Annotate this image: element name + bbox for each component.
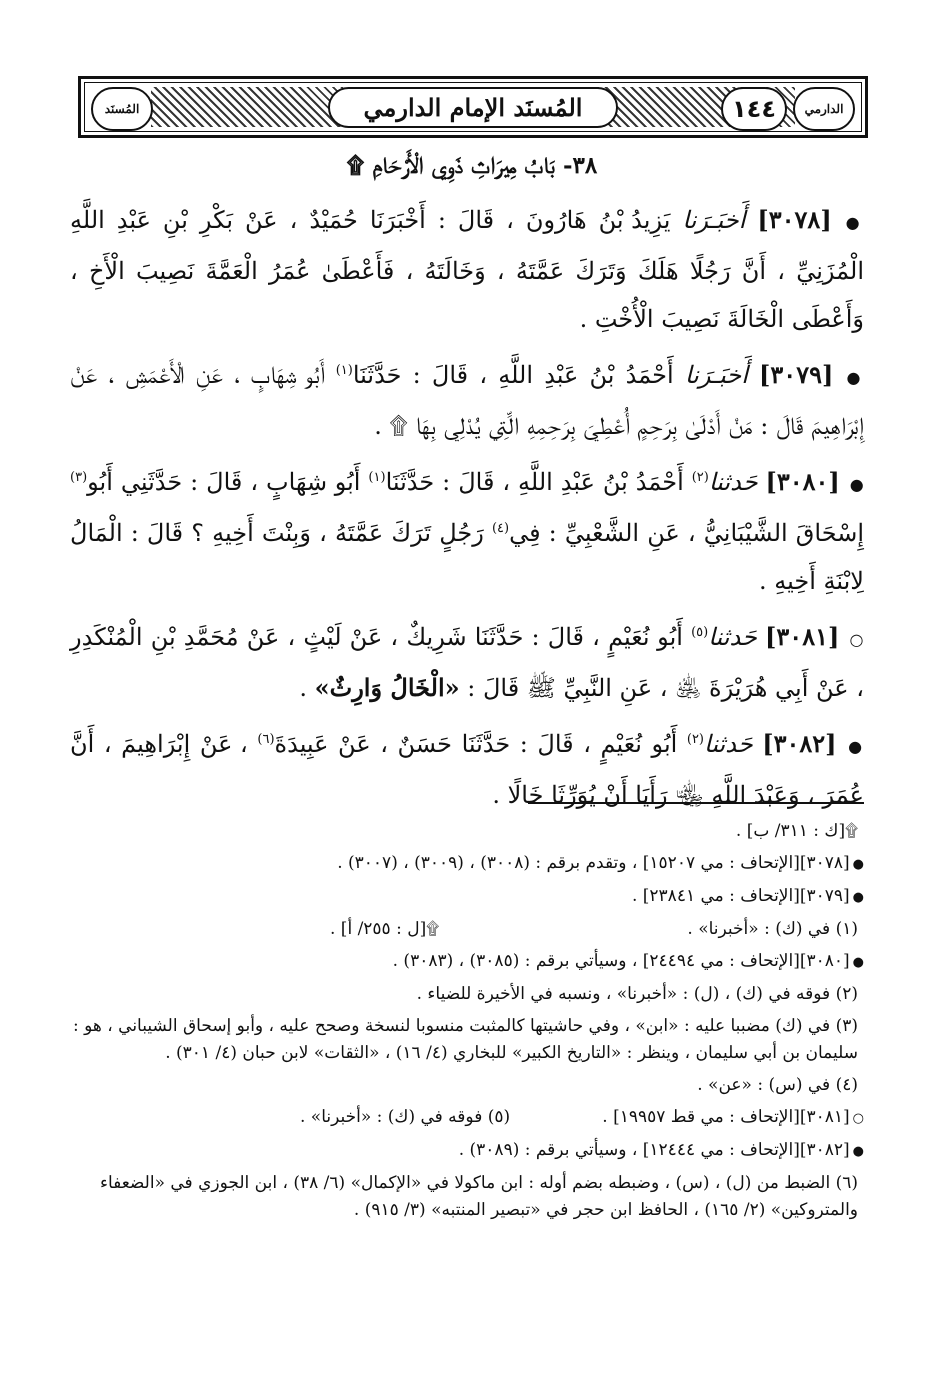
entry-bullet: ●	[848, 737, 864, 756]
sanad-word: أَخبَـرَنا	[684, 361, 748, 389]
note-bullet: ●	[852, 1144, 864, 1159]
hadith-text: أَبُو شِهَابٍ ، عَنِ الْأَعْمَشِ ، عَنْ إِبْرَاهِيمَ قَالَ : مَنْ أَدْلَىٰ بِرَحِمٍ أُعْطِيَ بِرَحِمِهِ الَّتِي يُدْلِي بِهَا ۩ .	[70, 361, 864, 440]
footnote-ref[interactable]: (٢)	[691, 470, 709, 485]
footnote-text: ۩[ل : ٢٥٥/ أ] .	[330, 919, 440, 939]
footnote: (٦) الضبط من (ل) ، (س) ، وضبطه بضم أوله : ابن ماكولا في «الإكمال» (٦/ ٣٨) ، ابن الجوزي في «الضعفاء والمتروكين» (٢/ ١٦٥) ، الحافظ ابن حجر في «تبصير المنتبه» (٣/ ٩١٥) .	[99, 1173, 858, 1220]
footnote: (٣) في (ك) مضببا عليه : «ابن» ، وفي حاشيتها كالمثبت منسوبا لنسخة وصحح عليه ، وأبو إسحاق الشيباني ، هو : سليمان بن أبي سليمان ، وينظر : «التاريخ الكبير» للبخاري (٤/ ١٦) ، «الثقات» لابن حبان (٤/ ٣٠١) .	[72, 1016, 858, 1063]
hadith-text: أَحْمَدُ بْنُ عَبْدِ اللَّهِ ، قَالَ : حَدَّثَنَا	[385, 468, 684, 496]
footnote: (٢) فوقه في (ك) ، (ل) : «أخبرنا» ، ونسبه في الأخيرة للضياء .	[416, 984, 858, 1004]
footnote-ref[interactable]: (١)	[335, 363, 353, 378]
footnote-row	[70, 916, 864, 943]
hadith-entry	[70, 196, 864, 343]
hadith-number: [٣٠٨٢]	[762, 729, 837, 758]
footnote-text: (١) في (ك) : «أخبرنا» .	[687, 919, 858, 939]
hadith-text: يَزِيدُ بْنُ هَارُونَ ، قَالَ : أَخْبَرَنَا حُمَيْدٌ ، عَنْ بَكْرِ بْنِ عَبْدِ اللَّهِ الْمُزَنِيِّ ، أَنَّ رَجُلًا هَلَكَ وَتَرَكَ عَمَّتَهُ ، وَخَالَتَهُ ، فَأَعْطَىٰ عُمَرُ الْعَمَّةَ نَصِيبَ الْأَخِ ، وَأَعْطَى الْخَالَةَ نَصِيبَ الْأُخْتِ .	[70, 206, 864, 333]
entry-bullet: ●	[846, 368, 865, 387]
footnotes	[70, 818, 864, 1229]
running-title: المُسنَد الإمام الدارمي	[328, 87, 619, 128]
note-bullet: ●	[852, 890, 864, 905]
hadith-text: ، عَنْ إِبْرَاهِيمَ ، أَنَّ عُمَرَ ، وَعَبْدَ اللَّهِ ﵄ رَأَيَا أَنْ يُوَرِّثَا خَالًا .	[70, 730, 864, 809]
hadith-text: أَبُو شِهَابٍ ، قَالَ : حَدَّثَنِي أَبُو	[87, 468, 361, 496]
footnote-ref[interactable]: (٣)	[70, 470, 88, 485]
footnote-ref[interactable]: (٥)	[691, 625, 709, 640]
footnote: ۩[ك : ٣١١/ ب] .	[735, 821, 858, 841]
footnote-text: [٣٠٧٨][الإتحاف : مي ١٥٢٠٧] ، وتقدم برقم : (٣٠٠٨) ، (٣٠٠٩) ، (٣٠٠٧) .	[337, 853, 850, 873]
entry-bullet: ●	[845, 213, 864, 232]
hadith-text: أَبُو نُعَيْمٍ ، قَالَ : حَدَّثَنَا حَسَنٌ ، عَنْ عَبِيدَةَ	[274, 730, 678, 758]
footnote-ref[interactable]: (٢)	[686, 732, 704, 747]
hadith-entry	[70, 720, 864, 819]
header-medallion-left: المُسنَد	[91, 87, 153, 131]
hadith-text: أَبُو نُعَيْمٍ ، قَالَ : حَدَّثَنَا شَرِيكٌ ، عَنْ لَيْثٍ ، عَنْ مُحَمَّدِ بْنِ الْمُنْكَدِرِ ، عَنْ أَبِي هُرَيْرَةَ ﵁ ، عَنِ النَّبِيِّ ﷺ قَالَ :	[70, 623, 864, 702]
footnote	[70, 948, 864, 976]
note-bullet: ●	[852, 857, 864, 872]
footnote-ref[interactable]: (٦)	[257, 732, 275, 747]
footnote-text: [٣٠٨٠][الإتحاف : مي ٢٤٤٩٤] ، وسيأتي برقم : (٣٠٨٥) ، (٣٠٨٣) .	[392, 951, 850, 971]
footnote-text	[602, 1104, 864, 1132]
footnote	[70, 883, 864, 911]
page-number: ١٤٤	[721, 87, 787, 131]
footnote: (٤) في (س) : «عن» .	[697, 1075, 858, 1095]
hadith-end: .	[299, 674, 307, 702]
ornamental-header	[78, 76, 868, 138]
header-medallion-right: الدارمي	[793, 87, 855, 131]
hadith-entry	[70, 351, 864, 450]
hadith-number: [٣٠٨٠]	[765, 467, 840, 496]
sanad-word: حَدثنا	[704, 730, 753, 758]
entry-bullet: ●	[849, 475, 864, 494]
hadith-text: أَحْمَدُ بْنُ عَبْدِ اللَّهِ ، قَالَ : حَدَّثَنَا	[352, 361, 674, 389]
footnote-row	[70, 1104, 864, 1132]
footnote	[70, 850, 864, 878]
note-bullet: ○	[852, 1111, 864, 1126]
hadith-text: رَجُلٍ تَرَكَ عَمَّتَهُ ، وَبِنْتَ أَخِيهِ ؟ قَالَ : الْمَالُ لِابْنَةِ أَخِيهِ .	[70, 519, 864, 595]
sanad-word: أَخبَـرَنا	[682, 206, 746, 234]
hadith-text: إِسْحَاقَ الشَّيْبَانِيُّ ، عَنِ الشَّعْبِيِّ : فِي	[509, 519, 864, 547]
sanad-word: حَدثنا	[708, 623, 757, 651]
entry-bullet: ○	[849, 630, 864, 649]
footnote-text: (٥) فوقه في (ك) : «أخبرنا» .	[300, 1107, 511, 1127]
footnote	[70, 1137, 864, 1165]
hadith-number: [٣٠٧٨]	[757, 205, 832, 234]
hadith-number: [٣٠٨١]	[765, 622, 840, 651]
hadith-number: [٣٠٧٩]	[759, 360, 834, 389]
footnote-text: [٣٠٨١][الإتحاف : مي قط ١٩٩٥٧] .	[602, 1107, 850, 1127]
chapter-title: ٣٨- بَابُ مِيرَاثِ ذَوِي الْأَرْحَامِ ۩	[346, 152, 598, 179]
hadith-entry	[70, 458, 864, 605]
footnote-ref[interactable]: (٤)	[491, 521, 510, 536]
footnote-text: [٣٠٧٩][الإتحاف : مي ٢٣٨٤١] .	[631, 886, 850, 906]
footnote-text: [٣٠٨٢][الإتحاف : مي ١٢٤٤٤] ، وسيأتي برقم : (٣٠٨٩) .	[458, 1140, 850, 1160]
footnote-separator	[528, 802, 864, 804]
hadith-list	[70, 196, 864, 827]
sanad-word: حَدثنا	[708, 468, 758, 496]
footnote-ref[interactable]: (١)	[368, 470, 386, 485]
prophetic-quote: «الْخَالُ وَارِثٌ»	[314, 673, 460, 702]
note-bullet: ●	[852, 955, 864, 970]
hadith-entry	[70, 613, 864, 712]
